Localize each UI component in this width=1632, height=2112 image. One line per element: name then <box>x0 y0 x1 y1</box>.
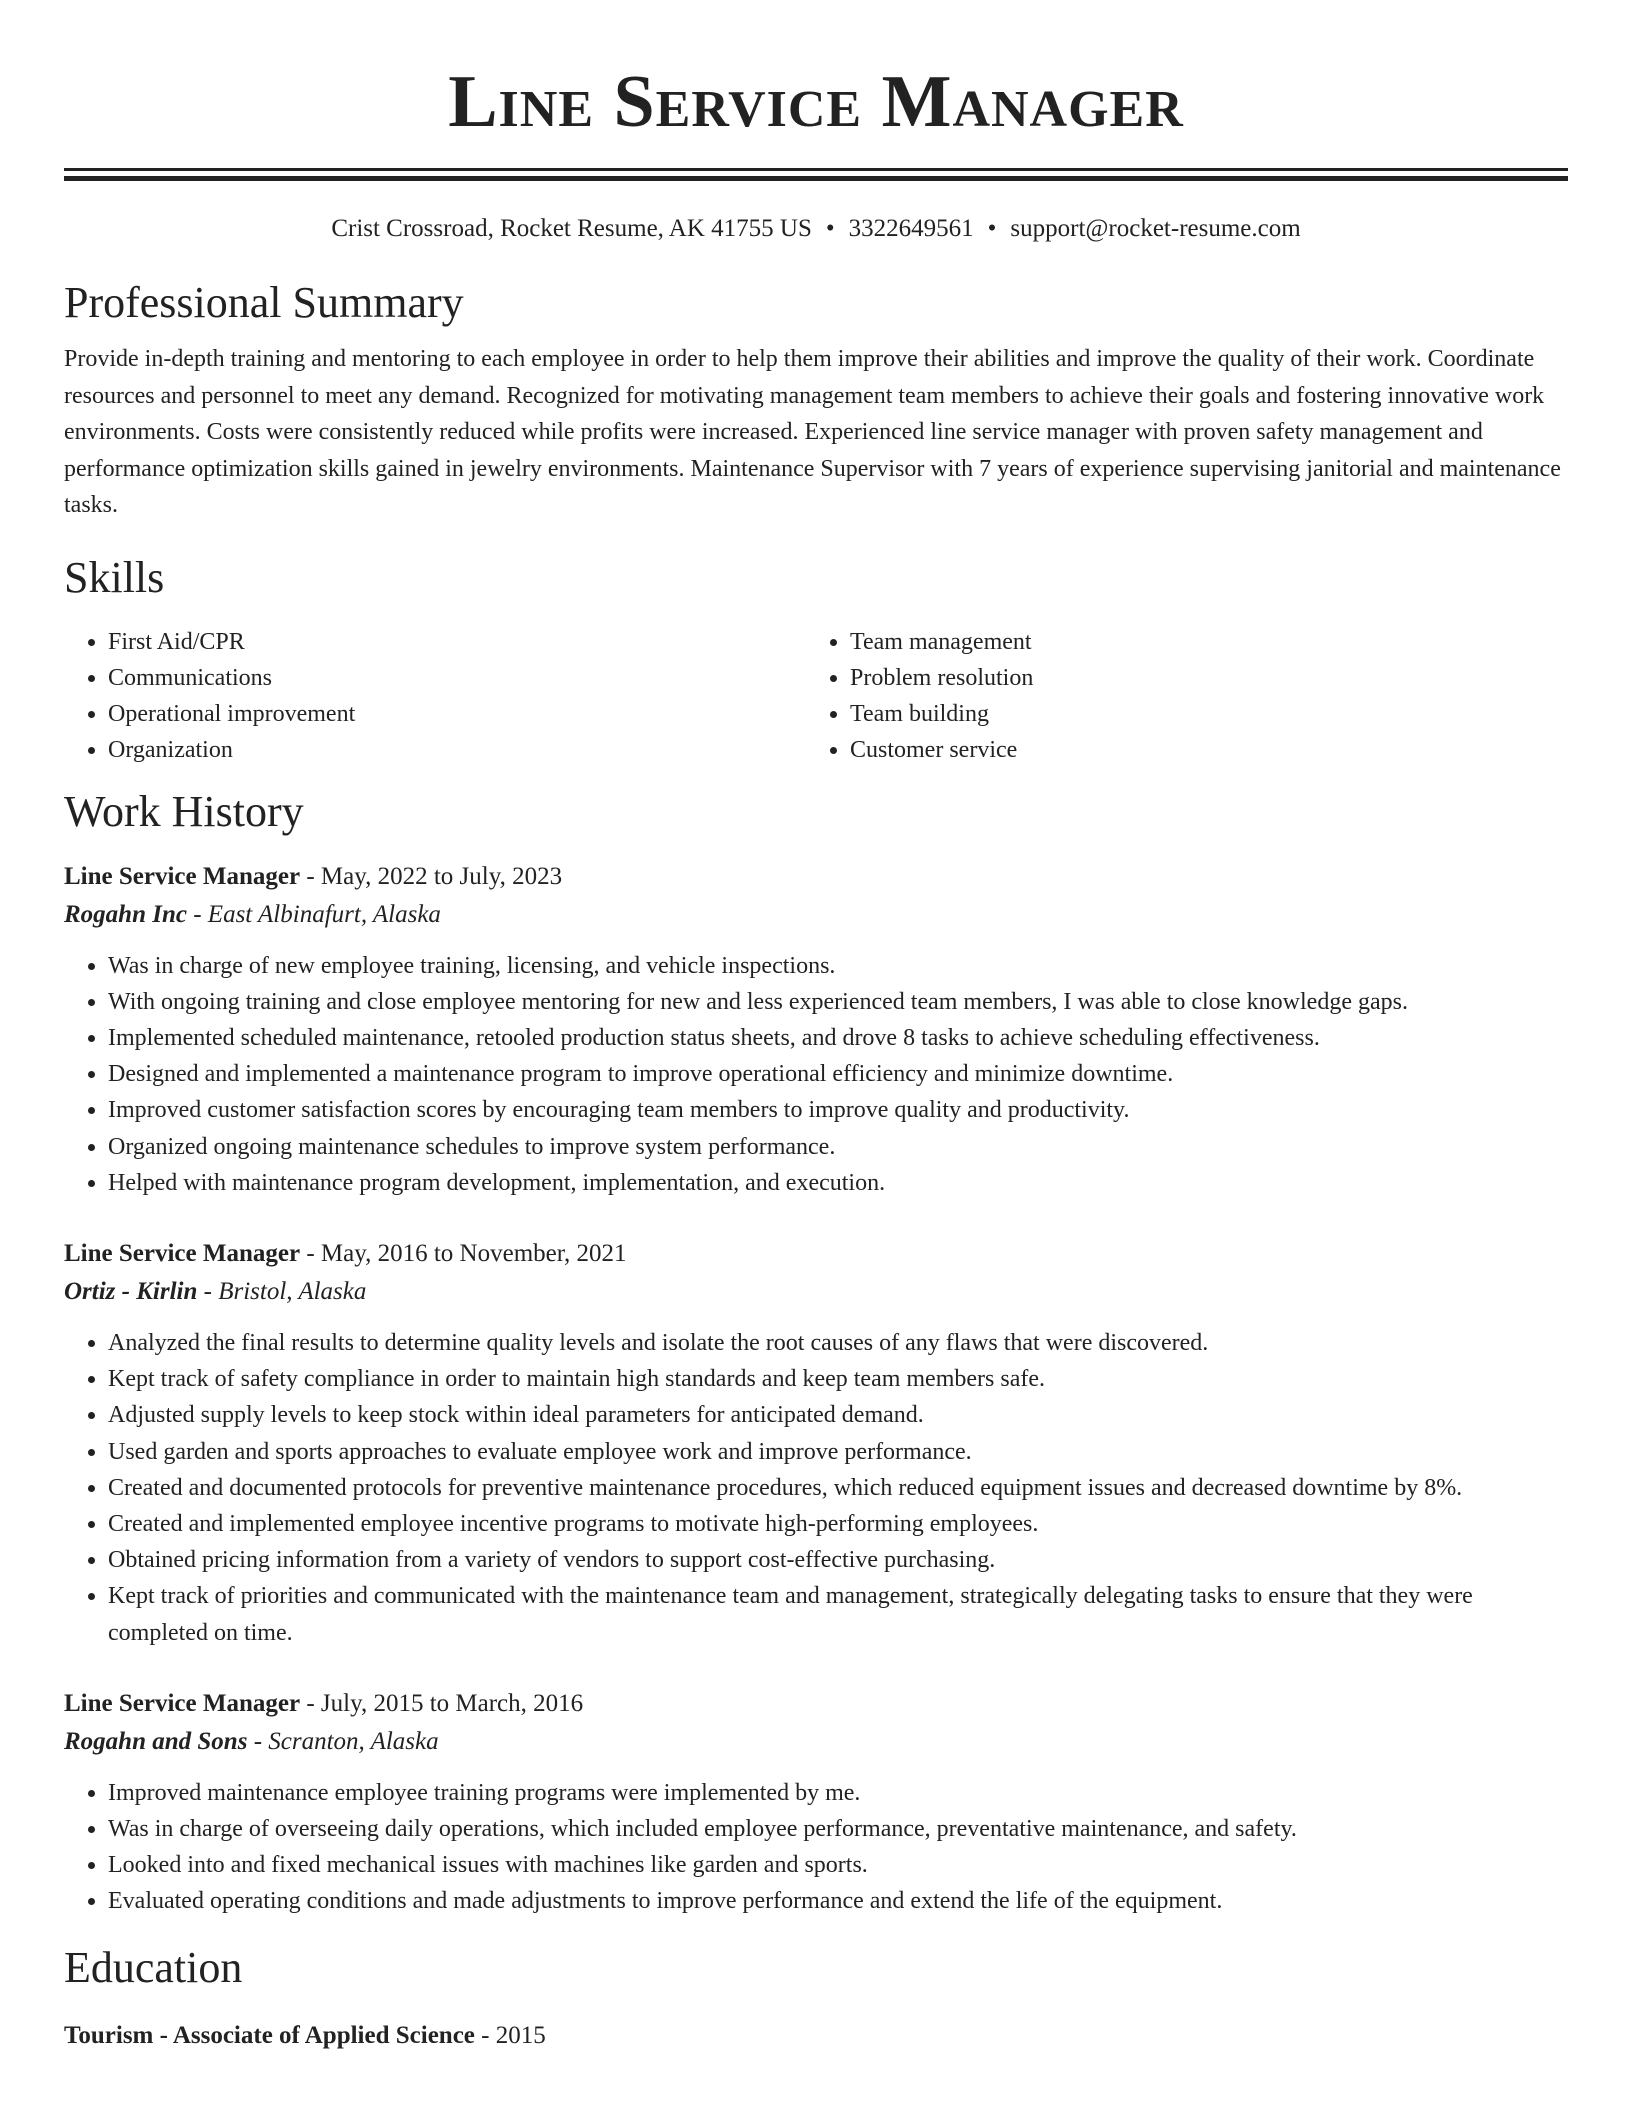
contact-phone: 3322649561 <box>848 215 974 242</box>
skills-list <box>64 624 1568 768</box>
company-separator: - <box>197 1277 219 1305</box>
education-degree: Tourism - Associate of Applied Science <box>64 2021 475 2049</box>
job-dates: May, 2022 to July, 2023 <box>320 862 563 890</box>
job-bullet: • Used garden and sports approaches to evaluate employee work and improve performance. <box>108 1434 1568 1470</box>
job-bullet: • Organized ongoing maintenance schedules to improve system performance. <box>108 1129 1568 1165</box>
skill-item: • Organization <box>108 732 806 768</box>
title-divider-thin <box>64 168 1568 171</box>
contact-separator: • <box>825 215 835 242</box>
education-heading: Education <box>64 1942 243 1992</box>
job-bullet: • Was in charge of new employee training, licensing, and vehicle inspections. <box>108 948 1568 984</box>
skills-column-left <box>64 624 806 768</box>
education-year: 2015 <box>495 2021 546 2049</box>
skill-item: • Communications <box>108 660 806 696</box>
job-bullet: • Kept track of priorities and communicated with the maintenance team and management, strategically delegating tasks to ensure that they were completed on time. <box>108 1578 1568 1650</box>
job-bullet: • With ongoing training and close employee mentoring for new and less experienced team members, I was able to close knowledge gaps. <box>108 984 1568 1020</box>
education-entry <box>64 2018 1568 2054</box>
skill-item: • Operational improvement <box>108 696 806 732</box>
job-bullets <box>64 1775 1568 1920</box>
company-name: Rogahn and Sons <box>64 1727 248 1755</box>
company-location: Bristol, Alaska <box>218 1277 367 1305</box>
job-bullet: • Designed and implemented a maintenance program to improve operational efficiency and minimize downtime. <box>108 1056 1568 1092</box>
summary-text: Provide in-depth training and mentoring to each employee in order to help them improve their abilities and improve the quality of their work. Coordinate resources and personnel to meet any demand. Recognized for motivating management team members to achieve their goals and fostering innovative work environments. Costs were consistently reduced while profits were increased. Experienced line service manager with proven safety management and performance optimization skills gained in jewelry environments. Maintenance Supervisor with 7 years of experience supervising janitorial and maintenance tasks. <box>64 346 1561 518</box>
job-bullet: • Analyzed the final results to determine quality levels and isolate the root causes of any flaws that were discovered. <box>108 1325 1568 1361</box>
job-bullets <box>64 1325 1568 1651</box>
job-separator: - <box>300 1689 321 1717</box>
education-separator: - <box>474 2021 496 2049</box>
job-bullet: • Created and implemented employee incentive programs to motivate high-performing employees. <box>108 1506 1568 1542</box>
company-line <box>64 1723 1568 1761</box>
job-bullet: • Implemented scheduled maintenance, retooled production status sheets, and drove 8 tasks to achieve scheduling effectiveness. <box>108 1020 1568 1056</box>
job-entry <box>64 858 1568 1201</box>
job-title-line <box>64 858 1568 896</box>
job-bullet: • Was in charge of overseeing daily operations, which included employee performance, preventative maintenance, and safety. <box>108 1811 1568 1847</box>
company-name: Rogahn Inc <box>64 900 187 928</box>
company-name: Ortiz - Kirlin <box>64 1277 198 1305</box>
skill-item: • Team building <box>850 696 1568 732</box>
summary-heading: Professional Summary <box>64 278 464 327</box>
job-title-line <box>64 1235 1568 1273</box>
company-line <box>64 1273 1568 1311</box>
job-bullet: • Improved customer satisfaction scores by encouraging team members to improve quality and productivity. <box>108 1092 1568 1128</box>
company-separator: - <box>186 900 208 928</box>
job-title: Line Service Manager <box>64 862 301 890</box>
job-bullet: • Created and documented protocols for preventive maintenance procedures, which reduced equipment issues and decreased downtime by 8%. <box>108 1470 1568 1506</box>
contact-separator: • <box>987 215 997 242</box>
contact-address: Crist Crossroad, Rocket Resume, AK 41755 US <box>331 215 812 242</box>
skills-heading: Skills <box>64 552 165 602</box>
skills-column-right <box>806 624 1568 768</box>
company-separator: - <box>247 1727 269 1755</box>
contact-email: support@rocket-resume.com <box>1010 215 1301 242</box>
job-title: Line Service Manager <box>64 1239 301 1267</box>
job-entry <box>64 1685 1568 1920</box>
company-location: Scranton, Alaska <box>268 1727 439 1755</box>
skill-item: • Customer service <box>850 732 1568 768</box>
job-bullets <box>64 948 1568 1201</box>
job-entry <box>64 1235 1568 1651</box>
job-dates: May, 2016 to November, 2021 <box>320 1239 627 1267</box>
skill-item: • Team management <box>850 624 1568 660</box>
company-line <box>64 896 1568 934</box>
resume-title: Line Service Manager <box>448 61 1184 143</box>
skill-item: • Problem resolution <box>850 660 1568 696</box>
job-title-line <box>64 1685 1568 1723</box>
job-bullet: • Helped with maintenance program development, implementation, and execution. <box>108 1165 1568 1201</box>
job-separator: - <box>300 862 321 890</box>
job-dates: July, 2015 to March, 2016 <box>320 1689 584 1717</box>
job-bullet: • Improved maintenance employee training programs were implemented by me. <box>108 1775 1568 1811</box>
job-title: Line Service Manager <box>64 1689 301 1717</box>
work-history-heading: Work History <box>64 786 304 836</box>
job-bullet: • Kept track of safety compliance in order to maintain high standards and keep team members safe. <box>108 1361 1568 1397</box>
skill-item: • First Aid/CPR <box>108 624 806 660</box>
company-location: East Albinafurt, Alaska <box>207 900 441 928</box>
title-divider-thick <box>64 176 1568 181</box>
job-bullet: • Evaluated operating conditions and made adjustments to improve performance and extend the life of the equipment. <box>108 1883 1568 1919</box>
job-bullet: • Adjusted supply levels to keep stock within ideal parameters for anticipated demand. <box>108 1397 1568 1433</box>
job-bullet: • Looked into and fixed mechanical issues with machines like garden and sports. <box>108 1847 1568 1883</box>
resume-content <box>64 0 1568 2054</box>
contact-line <box>64 213 1568 245</box>
job-separator: - <box>300 1239 321 1267</box>
job-bullet: • Obtained pricing information from a variety of vendors to support cost-effective purchasing. <box>108 1542 1568 1578</box>
